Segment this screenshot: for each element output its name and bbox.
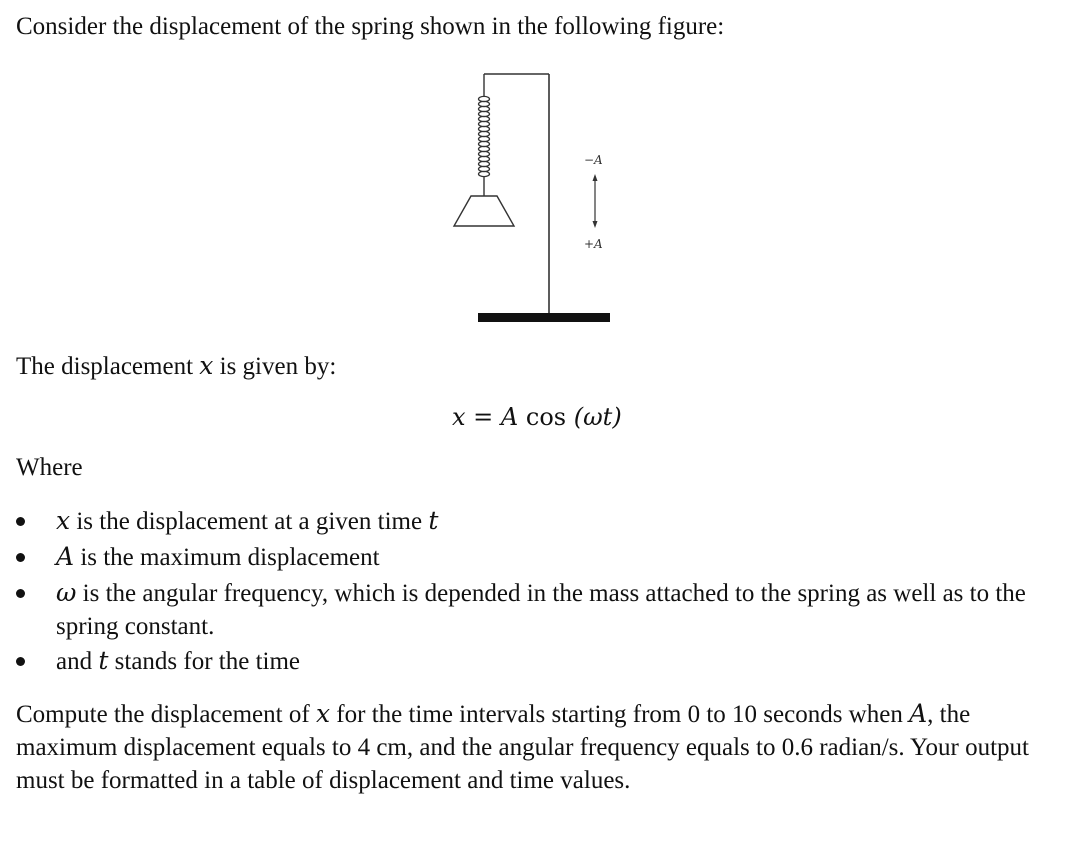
given-paragraph <box>16 349 336 383</box>
compute-paragraph <box>16 697 1056 797</box>
bullet-dot <box>16 657 25 666</box>
compute-part-3: , the maximum displacement equals to 4 cm, and the angular frequency equals to 0.6 radian/s. Your output must be formatted in a table of displacement and time values. <box>16 701 1029 794</box>
spring-coils <box>479 96 490 176</box>
displacement-equation <box>452 401 622 434</box>
compute-part-1: Compute the displacement of <box>16 701 316 728</box>
compute-part-2: for the time intervals starting from 0 to 10 seconds when <box>330 701 910 728</box>
label-plus-a: +A <box>584 237 603 251</box>
stand-base <box>478 313 610 322</box>
list-item <box>0 576 1070 643</box>
bullet-dot <box>16 589 25 598</box>
bullet-variable: x <box>56 506 71 535</box>
list-item <box>0 644 1070 678</box>
arrow-head-down <box>593 221 598 228</box>
equation-amplitude: A <box>500 403 519 431</box>
bullet-prefix: and <box>56 648 99 675</box>
equation-equals: = <box>465 403 501 431</box>
bullet-variable: t <box>98 646 109 675</box>
spring-figure <box>440 66 630 328</box>
given-text: The displacement <box>16 353 200 380</box>
given-variable: x <box>199 351 214 380</box>
bullet-variable-2: t <box>428 506 439 535</box>
bullet-dot <box>16 517 25 526</box>
bullet-text: is the displacement at a given time <box>70 508 429 535</box>
definitions-list <box>0 504 1070 680</box>
bullet-dot <box>16 553 25 562</box>
bullet-text: is the maximum displacement <box>74 544 380 571</box>
intro-paragraph: Consider the displacement of the spring shown in the following figure: <box>16 13 725 40</box>
equation-lhs: x <box>452 403 466 431</box>
given-tail: is given by: <box>213 353 337 380</box>
equation-argument: (ωt) <box>573 403 622 431</box>
bullet-text: stands for the time <box>108 648 301 675</box>
label-minus-a: −A <box>584 153 603 167</box>
where-label: Where <box>16 454 83 481</box>
bullet-variable: ω <box>56 578 77 607</box>
bullet-text: is the angular frequency, which is depended in the mass attached to the spring as well as to the spring constant. <box>56 580 1026 640</box>
compute-variable-x: x <box>315 699 331 728</box>
hanging-mass <box>454 196 514 226</box>
arrow-head-up <box>593 174 598 181</box>
bullet-variable: A <box>56 542 75 571</box>
list-item <box>0 540 1070 574</box>
equation-cos: cos <box>518 403 574 431</box>
list-item <box>0 504 1070 538</box>
compute-variable-a: A <box>909 699 928 728</box>
